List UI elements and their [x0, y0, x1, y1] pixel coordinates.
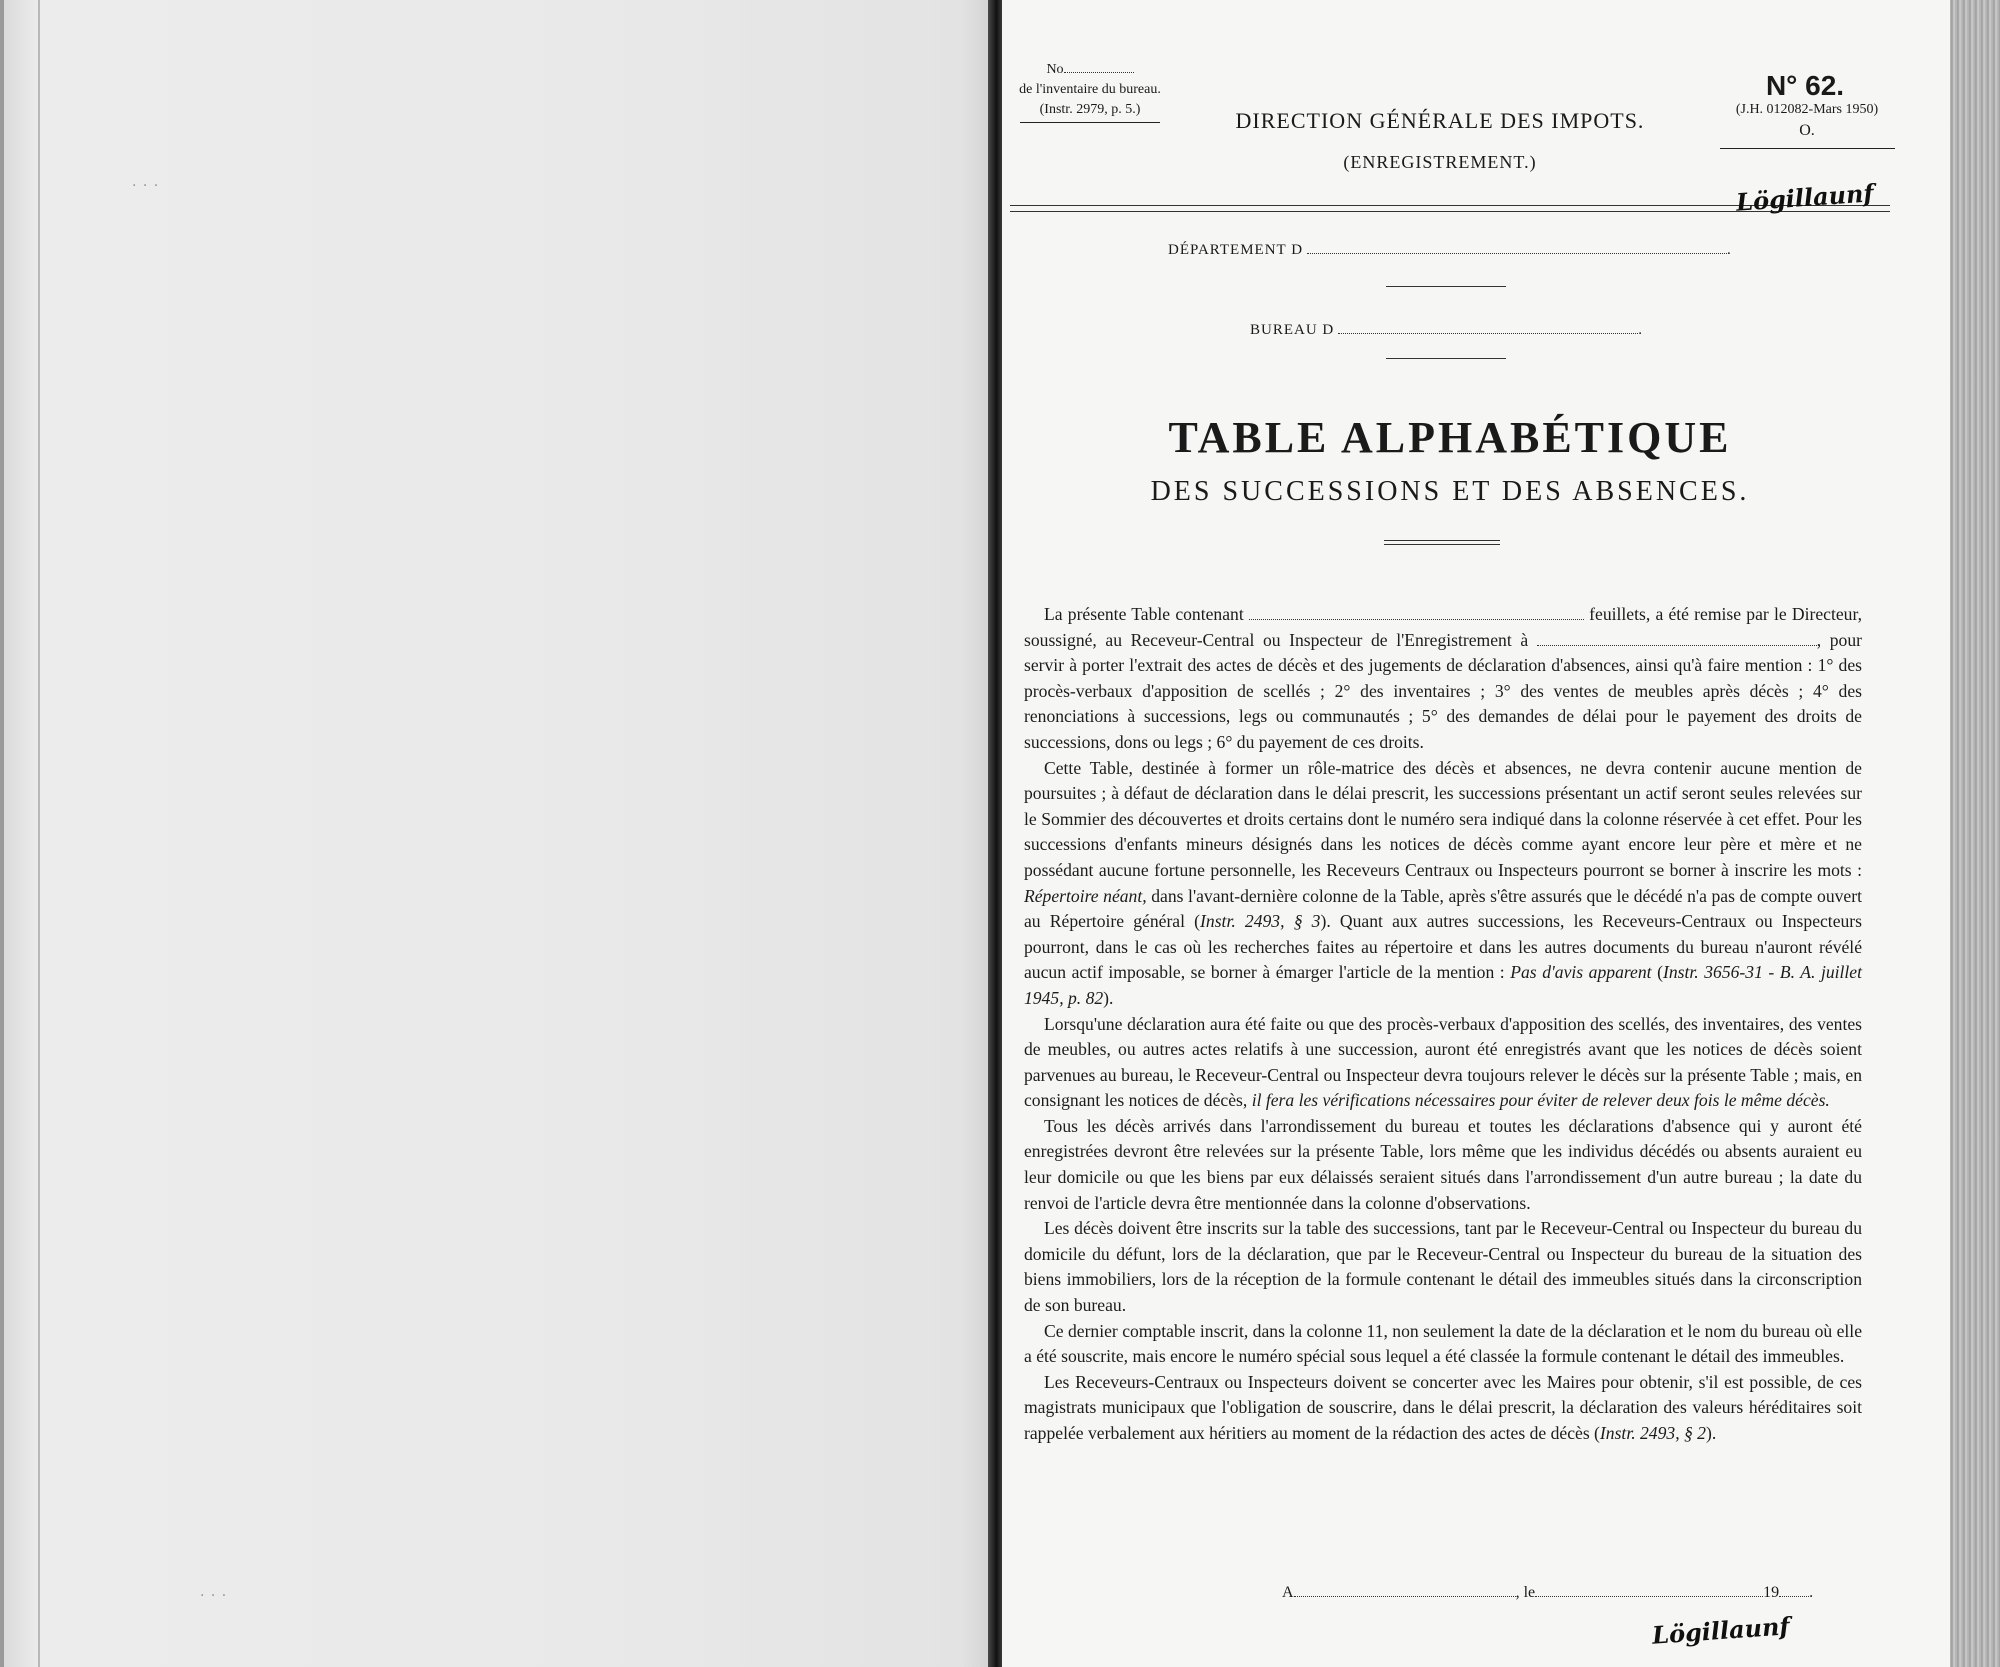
form-reference: (J.H. 012082-Mars 1950): [1735, 102, 1879, 117]
p1-text-b: feuillets, a été remise par le Directeur, soussigné, au Receveur-Central ou Inspecteur de l'Enregistrement à: [1024, 604, 1863, 650]
left-page-smudge-bottom: · · ·: [200, 1588, 228, 1604]
instructions-text: [1024, 602, 1862, 1447]
footer-year-field[interactable]: [1779, 1596, 1809, 1597]
footer-a-label: A: [1282, 1584, 1294, 1601]
header-signature: Lögillaunf: [1735, 178, 1875, 217]
inventory-instr: (Instr. 2979, p. 5.): [1039, 102, 1141, 117]
inventory-label: de l'inventaire du bureau.: [1019, 82, 1161, 97]
footer-place-field[interactable]: [1294, 1596, 1516, 1597]
receveur-location-field[interactable]: [1537, 645, 1817, 646]
inventory-number-label: No: [1046, 62, 1064, 77]
enregistrement-heading: (ENREGISTREMENT.): [1343, 152, 1537, 172]
left-page-smudge-top: · · ·: [132, 178, 160, 194]
feuillets-count-field[interactable]: [1249, 619, 1584, 620]
footer-date-field[interactable]: [1535, 1596, 1763, 1597]
p1-text-c: , pour servir à porter l'extrait des actes de décès et des jugements de déclaration d'absences, ainsi qu'à faire mention : 1° des procès-verbaux d'apposition de scellés ; 2° des inventaires ; 3° des ventes de meubles après décès ; 4° des renonciations à successions, legs ou communautés ; 5° des demandes de délai pour le payement des droits de successions, dons ou legs ; 6° du payement de ces droits.: [1024, 629, 1863, 752]
p7-italic-instr-2493-2: Instr. 2493, § 2: [1599, 1423, 1706, 1443]
paragraph-6: Ce dernier comptable inscrit, dans la colonne 11, non seulement la date de la déclaration et le nom du bureau où elle a été souscrite, mais encore le numéro spécial sous lequel a été classée la formule contenant le détail des immeubles.: [1024, 1320, 1862, 1367]
p7-text-a: Les Receveurs-Centraux ou Inspecteurs doivent se concerter avec les Maires pour obtenir, s'il est possible, de ces magistrats municipaux que l'obligation de souscrire, dans le délai prescrit, la déclaration des valeurs héréditaires soit rappelée verbalement aux héritiers au moment de la rédaction des actes de décès (: [1024, 1371, 1862, 1443]
p2-italic-repertoire-neant: Répertoire néant,: [1024, 885, 1147, 906]
title-line-2: DES SUCCESSIONS ET DES ABSENCES.: [1150, 476, 1750, 507]
bureau-field[interactable]: [1338, 333, 1638, 334]
p1-text-a: La présente Table contenant: [1044, 604, 1244, 624]
form-circle-mark: O.: [1799, 122, 1815, 139]
paragraph-2: [1024, 756, 1862, 1012]
p2-text-e: ). Quant aux autres successions, les Receveurs-Centraux ou Inspecteurs pourront, dans le cas où les recherches faites au répertoire et dans les autres documents du bureau n'auront révélé aucun actif imposable, se borner à émarger l'article de la mention :: [1024, 911, 1863, 983]
inventory-rule: [1020, 122, 1160, 123]
p2-italic-instr-3656: Instr. 3656-31 - B. A. juillet 1945, p. 82: [1024, 962, 1862, 1008]
p2-text-g: (: [1657, 962, 1663, 983]
bureau-field-row: BUREAU D .: [1250, 322, 1644, 338]
bureau-label: BUREAU D: [1250, 322, 1335, 338]
book-gutter: [988, 0, 1002, 1667]
inventory-number-field[interactable]: [1064, 72, 1134, 73]
departement-rule: [1386, 286, 1506, 287]
form-number: N° 62.: [1765, 70, 1845, 101]
p3-text-a: Lorsqu'une déclaration aura été faite ou que des procès-verbaux d'apposition des scellés, des inventaires, des ventes de meubles, ou autres actes relatifs à une succession, auront été enregistrés avant que les notices de décès soient parvenues au bureau, le Receveur-Central ou Inspecteur devra toujours relever le décès sur la présente Table ; mais, en consignant les notices de décès,: [1024, 1013, 1862, 1111]
stacked-page-edges: [1950, 0, 2000, 1667]
p2-text-c: dans l'avant-dernière colonne de la Table, après s'être assurés que le décédé n'a pas de compte ouvert au Répertoire général (: [1024, 885, 1862, 932]
footer-signature: Lögillaunf: [1651, 1611, 1791, 1650]
footer-le-label: , le: [1515, 1584, 1536, 1601]
p2-italic-pas-davis: Pas d'avis apparent: [1510, 962, 1652, 983]
paragraph-5: Les décès doivent être inscrits sur la table des successions, tant par le Receveur-Central ou Inspecteur du bureau du domicile du défunt, lors de la déclaration, que par le Receveur-Central ou Inspecteur du bureau de la situation des biens immobiliers, lors de la réception de la formule contenant le détail des immeubles situés dans la circonscription de son bureau.: [1024, 1218, 1862, 1316]
inventory-block: [990, 60, 1190, 123]
footer-year-prefix: 19: [1763, 1584, 1780, 1601]
departement-field[interactable]: [1307, 253, 1727, 254]
paragraph-7: [1024, 1370, 1862, 1447]
p7-text-c: ).: [1705, 1423, 1717, 1443]
departement-field-row: DÉPARTEMENT D .: [1168, 242, 1732, 258]
bureau-rule: [1386, 358, 1506, 359]
departement-label: DÉPARTEMENT D: [1168, 242, 1304, 258]
paragraph-3: [1024, 1012, 1862, 1114]
p2-text-i: ).: [1103, 987, 1114, 1008]
left-page-fold: [38, 0, 40, 1667]
paragraph-4: Tous les décès arrivés dans l'arrondissement du bureau et toutes les déclarations d'absence qui y auront été enregistrées devront être relevées sur la présente Table, lors même que les individus décédés ou absents auraient eu leur domicile ou que les biens par eux délaissés seraient situés dans l'arrondissement d'un autre bureau ; la date du renvoi de l'article devra être mentionnée dans la colonne d'observations.: [1024, 1115, 1862, 1213]
form-reference-rule: [1720, 148, 1895, 149]
left-page-edge: [0, 0, 4, 1667]
title-line-1: TABLE ALPHABÉTIQUE: [1168, 413, 1732, 462]
footer-place-date: A , le 19 .: [1282, 1584, 1814, 1601]
p2-italic-instr-2493-3: Instr. 2493, § 3: [1200, 911, 1321, 932]
paragraph-1: [1024, 602, 1862, 756]
title-ornament-rule: [1384, 540, 1500, 545]
direction-heading: DIRECTION GÉNÉRALE DES IMPOTS.: [1235, 108, 1645, 133]
p2-text-a: Cette Table, destinée à former un rôle-matrice des décès et absences, ne devra contenir aucune mention de poursuites ; à défaut de déclaration dans le délai prescrit, les successions présentant un actif seront seules relevées sur le Sommier des découvertes et droits certains dont le numéro sera indiqué dans la colonne réservée à cet effet. Pour les successions d'enfants mineurs désignés dans les notices de décès comme ayant encore leur père et mère et ne possédant aucune fortune personnelle, les Receveurs Centraux ou Inspecteurs pourront se borner à inscrire les mots :: [1024, 757, 1862, 880]
p3-italic-verifications: il fera les vérifications nécessaires pour éviter de relever deux fois le même décès.: [1251, 1090, 1830, 1111]
